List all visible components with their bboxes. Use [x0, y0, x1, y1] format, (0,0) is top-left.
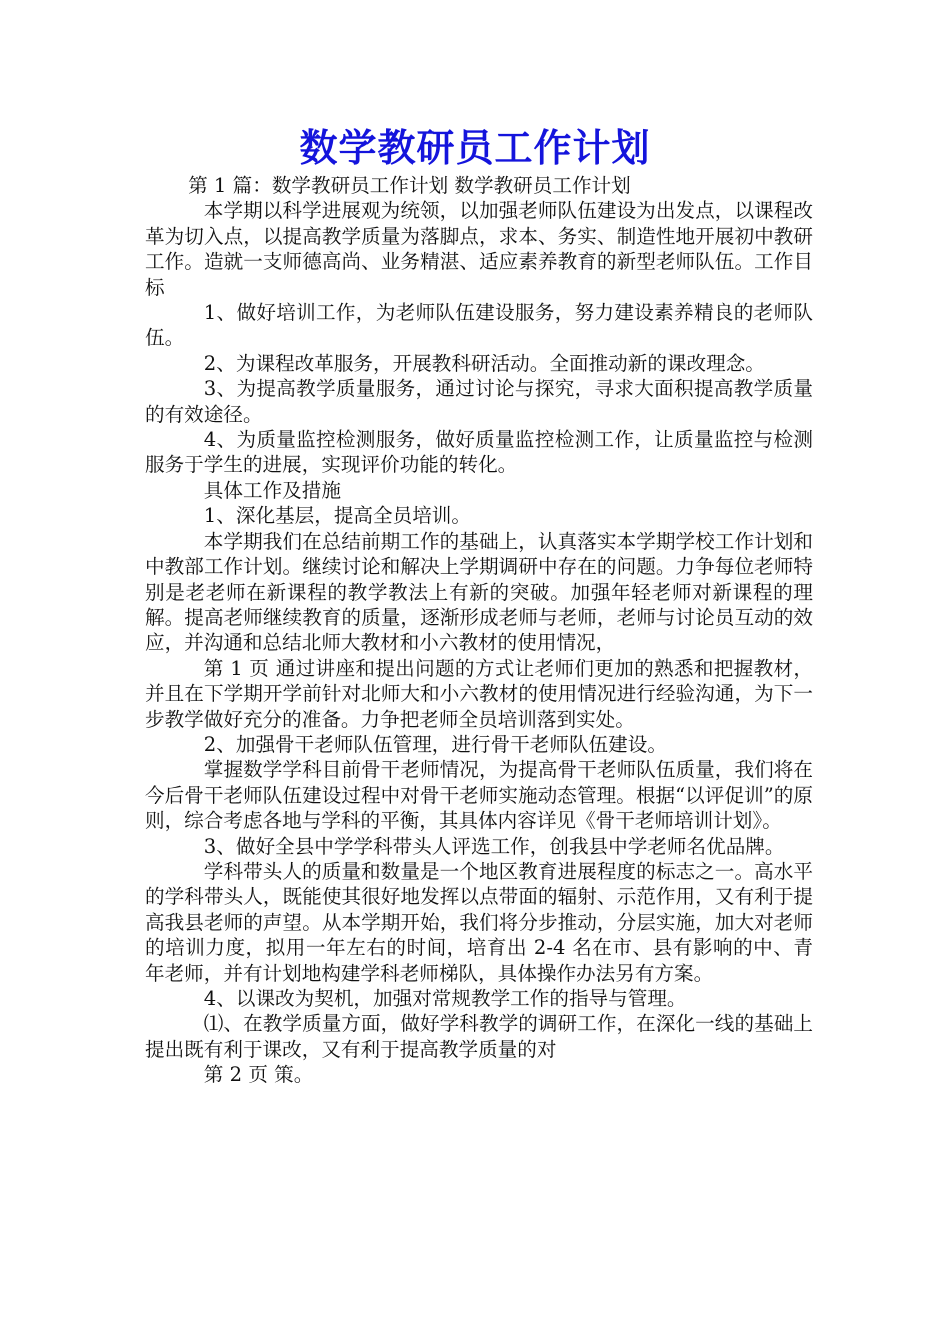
- paragraph: 1、深化基层，提高全员培训。: [203, 504, 471, 528]
- paragraph: 本学期以科学进展观为统领，以加强老师队伍建设为出发点，以课程改革为切入点，以提高教学质量为落脚点，求本、务实、制造性地开展初中教研工作。造就一支师德高尚、业务精湛、适应素养教育的新型老师队伍。工作目标: [145, 199, 813, 299]
- paragraph: 3、为提高教学质量服务，通过讨论与探究，寻求大面积提高教学质量的有效途径。: [145, 377, 813, 426]
- document-subtitle: 第 1 篇：数学教研员工作计划 数学教研员工作计划: [188, 174, 631, 197]
- paragraph: 1、做好培训工作，为老师队伍建设服务，努力建设素养精良的老师队伍。: [145, 301, 813, 350]
- paragraph: 4、以课改为契机，加强对常规教学工作的指导与管理。: [203, 987, 687, 1010]
- paragraph: 4、为质量监控检测服务，做好质量监控检测工作，让质量监控与检测服务于学生的进展，实现评价功能的转化。: [145, 428, 813, 477]
- paragraph: 学科带头人的质量和数量是一个地区教育进展程度的标志之一。高水平的学科带头人，既能使其很好地发挥以点带面的辐射、示范作用，又有利于提高我县老师的声望。从本学期开始，我们将分步推动，分层实施，加大对老师的培训力度，拟用一年左右的时间，培育出 2-4 名在市、县有影响的中、青年老师，并有计划地构建学科老师梯队，具体操作办法另有方案。: [145, 859, 813, 985]
- paragraph: ⑴、在教学质量方面，做好学科教学的调研工作，在深化一线的基础上提出既有利于课改，又有利于提高教学质量的对: [145, 1012, 813, 1061]
- paragraph: 2、为课程改革服务，开展教科研活动。全面推动新的课改理念。: [203, 351, 765, 375]
- document-body: [145, 173, 813, 1088]
- paragraph: 第 1 页 通过讲座和提出问题的方式让老师们更加的熟悉和把握教材，并且在下学期开学前针对北师大和小六教材的使用情况进行经验沟通，为下一步教学做好充分的准备。力争把老师全员培训落到实处。: [145, 656, 813, 731]
- paragraph: 掌握数学学科目前骨干老师情况，为提高骨干老师队伍质量，我们将在今后骨干老师队伍建设过程中对骨干老师实施动态管理。根据“以评促训”的原则，综合考虑各地与学科的平衡，其具体内容详见《骨干老师培训计划》。: [145, 758, 813, 833]
- paragraph: 3、做好全县中学学科带头人评选工作，创我县中学老师名优品牌。: [203, 834, 785, 858]
- document-title: 数学教研员工作计划: [299, 126, 651, 170]
- paragraph: 2、加强骨干老师队伍管理，进行骨干老师队伍建设。: [203, 732, 667, 756]
- paragraph: 本学期我们在总结前期工作的基础上，认真落实本学期学校工作计划和中教部工作计划。继续讨论和解决上学期调研中存在的问题。力争每位老师特别是老老师在新课程的教学教法上有新的突破。加强年轻老师对新课程的理解。提高老师继续教育的质量，逐渐形成老师与老师，老师与讨论员互动的效应，并沟通和总结北师大教材和小六教材的使用情况，: [145, 529, 813, 655]
- page-footer-text: 第 2 页 策。: [203, 1063, 314, 1087]
- section-heading: 具体工作及措施: [203, 478, 341, 502]
